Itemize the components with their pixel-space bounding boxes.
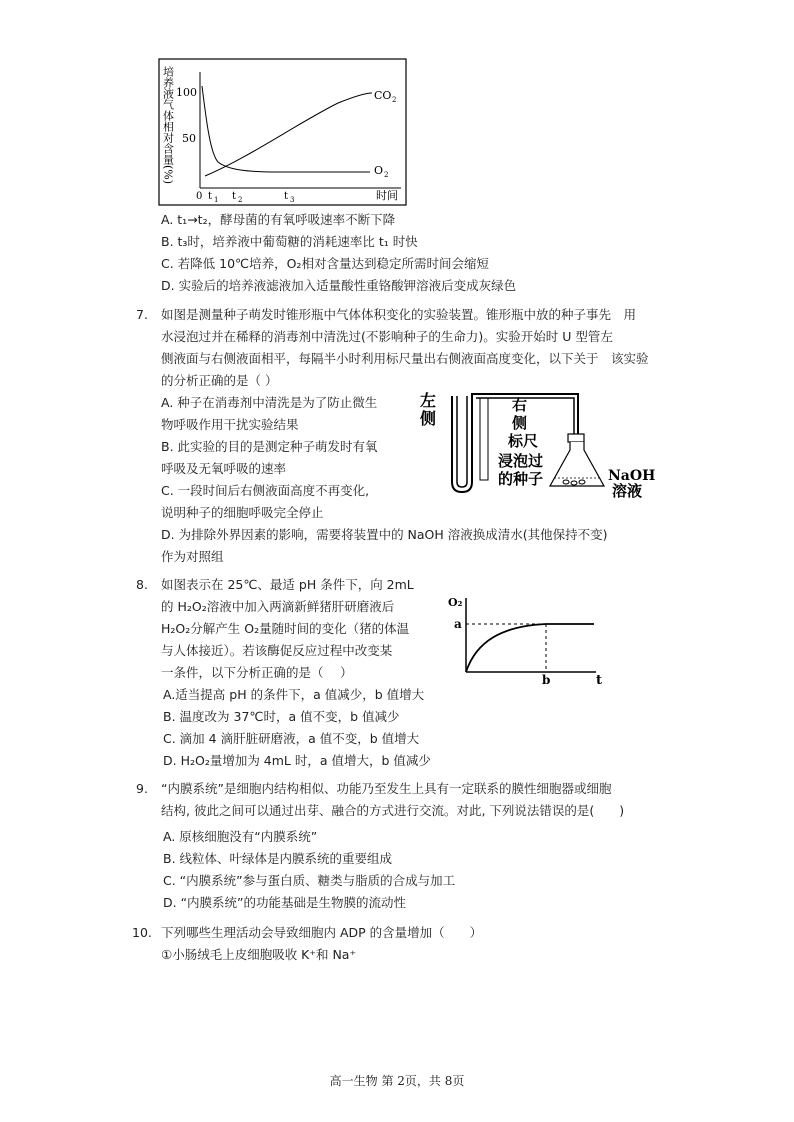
q8-a-label: a bbox=[454, 617, 462, 631]
q6-xtick-t3: t bbox=[284, 191, 289, 202]
q7-option-b-1: B. 此实验的目的是测定种子萌发时有氧 bbox=[161, 439, 378, 454]
q6-co2-label: CO bbox=[374, 89, 392, 102]
q8-stem-3: H₂O₂分解产生 O₂量随时间的变化（猪的体温 bbox=[161, 621, 410, 636]
q6-chart-frame bbox=[159, 59, 406, 205]
q7-ruler bbox=[480, 398, 488, 480]
q8-ylabel: O₂ bbox=[448, 596, 463, 609]
q10-stem: 下列哪些生理活动会导致细胞内 ADP 的含量增加（ ） bbox=[161, 925, 483, 940]
q8-o2-curve bbox=[466, 624, 594, 672]
q6-o2-label-sub: 2 bbox=[384, 171, 389, 179]
q10-number: 10. bbox=[132, 925, 152, 940]
q8-b-label: b bbox=[542, 673, 551, 686]
q7-solution-label-2: 溶液 bbox=[612, 482, 643, 498]
q7-apparatus-figure bbox=[418, 386, 664, 498]
q6-xtick-t2: t bbox=[232, 191, 237, 202]
q8-stem-1: 如图表示在 25℃、最适 pH 条件下，向 2mL bbox=[161, 577, 414, 592]
q9-option-d: D. “内膜系统”的功能基础是生物膜的流动性 bbox=[163, 895, 407, 910]
q9-number: 9. bbox=[136, 781, 148, 796]
q7-option-b-2: 呼吸及无氧呼吸的速率 bbox=[161, 461, 287, 476]
q6-option-a: A. t₁→t₂，酵母菌的有氧呼吸速率不断下降 bbox=[161, 212, 396, 227]
q6-xtick-t2-sub: 2 bbox=[238, 196, 243, 204]
q7-solution-label-1: NaOH bbox=[608, 468, 656, 484]
q6-ytick-50: 50 bbox=[182, 132, 196, 145]
q7-option-d-1: D. 为排除外界因素的影响，需要将装置中的 NaOH 溶液换成清水(其他保持不变) bbox=[161, 527, 608, 542]
q6-co2-label-sub: 2 bbox=[392, 96, 397, 104]
q6-option-b: B. t₃时，培养液中葡萄糖的消耗速率比 t₁ 时快 bbox=[161, 234, 418, 249]
q8-stem-2: 的 H₂O₂溶液中加入两滴新鲜猪肝研磨液后 bbox=[161, 599, 395, 614]
q7-option-a-2: 物呼吸作用干扰实验结果 bbox=[161, 417, 299, 432]
q8-xlabel: t bbox=[596, 673, 603, 686]
q8-option-b: B. 温度改为 37℃时，a 值不变，b 值减少 bbox=[163, 709, 400, 724]
q6-xtick-t1-sub: 1 bbox=[214, 196, 219, 204]
q6-xtick-t1: t bbox=[208, 191, 213, 202]
q7-right-label-2: 侧 bbox=[512, 414, 528, 432]
q6-o2-label: O bbox=[374, 164, 384, 177]
q9-stem-1: “内膜系统”是细胞内结构相似、功能乃至发生上具有一定联系的膜性细胞器或细胞 bbox=[161, 781, 612, 796]
q9-option-b: B. 线粒体、叶绿体是内膜系统的重要组成 bbox=[163, 851, 393, 866]
q9-stem-2: 结构, 彼此之间可以通过出芽、融合的方式进行交流。对此, 下列说法错误的是( ) bbox=[161, 803, 625, 818]
q8-stem-4: 与人体接近）。若该酶促反应过程中改变某 bbox=[161, 643, 393, 658]
q7-stem-2: 水浸泡过并在稀释的消毒剂中清洗过(不影响种子的生命力)。实验开始时 U 型管左 bbox=[161, 329, 613, 344]
q7-left-label-1: 左 bbox=[420, 391, 437, 410]
q7-seed-label-2: 的种子 bbox=[498, 470, 544, 488]
q6-option-d: D. 实验后的培养液滤液加入适量酸性重铬酸钾溶液后变成灰绿色 bbox=[161, 278, 517, 293]
q7-number: 7. bbox=[136, 307, 148, 322]
q7-option-d-2: 作为对照组 bbox=[161, 549, 224, 564]
page-footer: 高一生物 第 2页，共 8页 bbox=[329, 1074, 465, 1088]
q10-item-1: ①小肠绒毛上皮细胞吸收 K⁺和 Na⁺ bbox=[161, 947, 357, 962]
q8-option-d: D. H₂O₂量增加为 4mL 时，a 值增大，b 值减少 bbox=[163, 753, 431, 768]
q7-stem-4: 的分析正确的是（ ） bbox=[161, 373, 278, 388]
q7-option-a-1: A. 种子在消毒剂中清洗是为了防止微生 bbox=[161, 395, 378, 410]
q7-stem-3: 侧液面与右侧液面相平，每隔半小时利用标尺量出右侧液面高度变化，以下关于 该实验 bbox=[161, 351, 649, 366]
q8-stem-5: 一条件，以下分析正确的是（ ） bbox=[161, 665, 353, 680]
q7-stem-1: 如图是测量种子萌发时锥形瓶中气体体积变化的实验装置。锥形瓶中放的种子事先 用 bbox=[161, 307, 637, 322]
q7-right-label-3: 标尺 bbox=[508, 432, 539, 450]
q8-chart bbox=[446, 590, 616, 686]
q7-stopper bbox=[568, 434, 584, 442]
q7-u-tube bbox=[452, 396, 472, 492]
q9-option-c: C. “内膜系统”参与蛋白质、糖类与脂质的合成与加工 bbox=[163, 873, 456, 888]
q7-left-label-2: 侧 bbox=[420, 409, 437, 428]
q6-chart-ylabel: 培养液气体相对含量(%) bbox=[161, 66, 175, 185]
q8-number: 8. bbox=[136, 577, 148, 592]
q7-option-c-2: 说明种子的细胞呼吸完全停止 bbox=[161, 505, 324, 520]
q6-xtick-t3-sub: 3 bbox=[290, 196, 295, 204]
q9-option-a: A. 原核细胞没有“内膜系统” bbox=[163, 829, 318, 844]
q7-seed-label-1: 浸泡过 bbox=[498, 452, 544, 470]
q6-ytick-100: 100 bbox=[176, 86, 197, 99]
q8-option-a: A.适当提高 pH 的条件下，a 值减少，b 值增大 bbox=[163, 687, 425, 702]
q7-right-label-1: 右 bbox=[512, 396, 528, 414]
q7-option-c-1: C. 一段时间后右侧液面高度不再变化, bbox=[161, 483, 370, 498]
q6-option-c: C. 若降低 10℃培养，O₂相对含量达到稳定所需时间会缩短 bbox=[161, 256, 489, 271]
q6-xlabel: 时间 bbox=[376, 189, 398, 202]
q6-chart bbox=[158, 58, 408, 208]
q6-xtick-0: 0 bbox=[196, 191, 203, 202]
q7-flask bbox=[550, 442, 604, 486]
q8-option-c: C. 滴加 4 滴肝脏研磨液，a 值不变，b 值增大 bbox=[163, 731, 420, 746]
